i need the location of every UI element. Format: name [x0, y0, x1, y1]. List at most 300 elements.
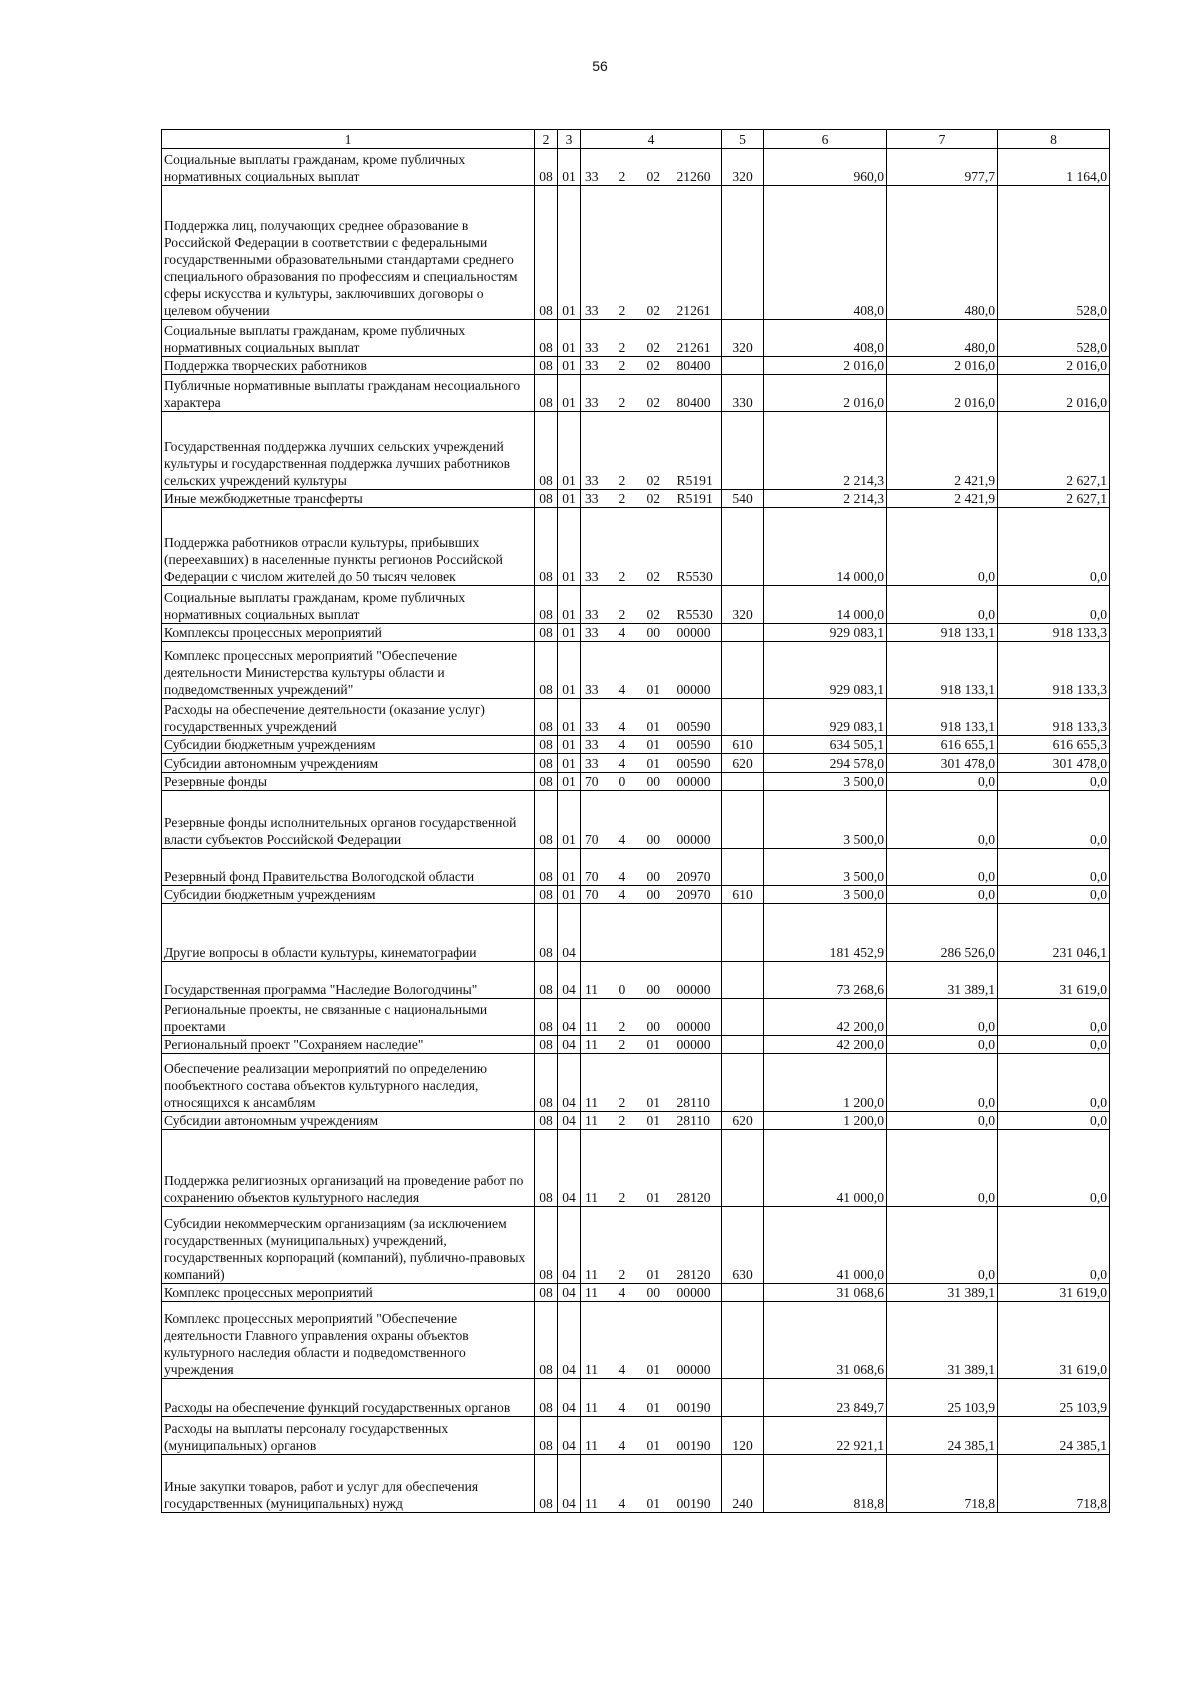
row-event-code: 00 — [643, 1284, 673, 1302]
row-name: Субсидии автономным учреждениям — [162, 754, 535, 773]
row-name: Резервные фонды исполнительных органов государственной власти субъектов Российской Федерации — [162, 791, 535, 849]
row-event-code: 01 — [643, 1207, 673, 1284]
row-chapter: 08 — [535, 736, 558, 754]
header-col-4: 4 — [581, 130, 722, 149]
row-amount-year-3: 0,0 — [998, 1130, 1110, 1207]
row-subprogram-code: 4 — [615, 754, 643, 773]
row-chapter: 08 — [535, 1302, 558, 1379]
row-chapter: 08 — [535, 357, 558, 375]
row-section: 04 — [558, 1379, 581, 1417]
row-expense-type: 620 — [722, 754, 764, 773]
row-name: Региональные проекты, не связанные с национальными проектами — [162, 999, 535, 1036]
row-section: 04 — [558, 1112, 581, 1130]
row-program-code: 33 — [581, 320, 615, 357]
row-amount-year-3: 0,0 — [998, 886, 1110, 904]
row-section: 01 — [558, 357, 581, 375]
row-amount-year-2: 616 655,1 — [887, 736, 998, 754]
row-name: Государственная поддержка лучших сельских учреждений культуры и государственная поддержка лучших работников сельских учреждений культуры — [162, 412, 535, 490]
row-amount-year-1: 2 016,0 — [764, 357, 887, 375]
row-name: Расходы на выплаты персоналу государственных (муниципальных) органов — [162, 1417, 535, 1455]
row-direction-code: 00000 — [673, 624, 722, 642]
row-direction-code: 00000 — [673, 1302, 722, 1379]
row-amount-year-2: 301 478,0 — [887, 754, 998, 773]
table-row — [162, 186, 1110, 320]
row-chapter: 08 — [535, 624, 558, 642]
row-chapter: 08 — [535, 754, 558, 773]
row-program-code: 33 — [581, 357, 615, 375]
row-section: 01 — [558, 375, 581, 412]
table-row — [162, 624, 1110, 642]
row-amount-year-2: 0,0 — [887, 1036, 998, 1054]
row-chapter: 08 — [535, 1112, 558, 1130]
row-subprogram-code: 2 — [615, 1036, 643, 1054]
row-expense-type — [722, 1054, 764, 1112]
row-name: Публичные нормативные выплаты гражданам несоциального характера — [162, 375, 535, 412]
row-event-code: 00 — [643, 999, 673, 1036]
row-event-code: 02 — [643, 149, 673, 186]
row-event-code: 00 — [643, 962, 673, 999]
row-program-code: 33 — [581, 754, 615, 773]
row-amount-year-3: 0,0 — [998, 999, 1110, 1036]
row-expense-type: 630 — [722, 1207, 764, 1284]
table-row — [162, 1284, 1110, 1302]
row-expense-type — [722, 642, 764, 699]
row-event-code: 02 — [643, 375, 673, 412]
row-section: 01 — [558, 699, 581, 736]
row-program-code: 11 — [581, 1207, 615, 1284]
table-row — [162, 1207, 1110, 1284]
row-section: 01 — [558, 773, 581, 791]
row-amount-year-2: 480,0 — [887, 186, 998, 320]
row-amount-year-1: 408,0 — [764, 320, 887, 357]
row-chapter: 08 — [535, 904, 558, 962]
row-direction-code: 20970 — [673, 886, 722, 904]
row-subprogram-code: 2 — [615, 490, 643, 508]
row-chapter: 08 — [535, 1207, 558, 1284]
row-name: Комплекс процессных мероприятий — [162, 1284, 535, 1302]
row-amount-year-3: 0,0 — [998, 1112, 1110, 1130]
row-event-code: 02 — [643, 508, 673, 586]
table-row — [162, 773, 1110, 791]
row-direction-code: 21261 — [673, 186, 722, 320]
row-expense-type: 620 — [722, 1112, 764, 1130]
row-amount-year-1: 2 016,0 — [764, 375, 887, 412]
row-section: 01 — [558, 149, 581, 186]
row-section: 04 — [558, 962, 581, 999]
row-amount-year-3: 2 016,0 — [998, 357, 1110, 375]
row-section: 04 — [558, 1417, 581, 1455]
row-section: 04 — [558, 1130, 581, 1207]
table-row — [162, 849, 1110, 886]
row-subprogram-code: 0 — [615, 773, 643, 791]
row-expense-type — [722, 186, 764, 320]
row-direction-code: 00590 — [673, 754, 722, 773]
row-chapter: 08 — [535, 642, 558, 699]
row-direction-code: 28120 — [673, 1130, 722, 1207]
header-col-8: 8 — [998, 130, 1110, 149]
row-subprogram-code: 4 — [615, 624, 643, 642]
table-row — [162, 754, 1110, 773]
row-section: 04 — [558, 1302, 581, 1379]
row-name: Поддержка религиозных организаций на проведение работ по сохранению объектов культурного наследия — [162, 1130, 535, 1207]
row-amount-year-1: 1 200,0 — [764, 1054, 887, 1112]
table-row — [162, 886, 1110, 904]
row-expense-type — [722, 849, 764, 886]
row-expense-type — [722, 624, 764, 642]
table-row — [162, 149, 1110, 186]
row-name: Поддержка работников отрасли культуры, прибывших (переехавших) в населенные пункты регионов Российской Федерации с числом жителей до 50 тысяч человек — [162, 508, 535, 586]
row-direction-code: 00000 — [673, 1284, 722, 1302]
row-amount-year-2: 0,0 — [887, 999, 998, 1036]
row-chapter: 08 — [535, 1036, 558, 1054]
row-expense-type — [722, 962, 764, 999]
row-name: Резервный фонд Правительства Вологодской области — [162, 849, 535, 886]
row-expense-type — [722, 1284, 764, 1302]
row-subprogram-code: 4 — [615, 886, 643, 904]
header-col-7: 7 — [887, 130, 998, 149]
row-program-code: 33 — [581, 490, 615, 508]
row-amount-year-3: 528,0 — [998, 186, 1110, 320]
row-subprogram-code: 4 — [615, 1284, 643, 1302]
row-amount-year-1: 3 500,0 — [764, 886, 887, 904]
row-section: 01 — [558, 754, 581, 773]
row-amount-year-3: 0,0 — [998, 849, 1110, 886]
row-expense-type — [722, 1130, 764, 1207]
row-section: 01 — [558, 586, 581, 624]
row-subprogram-code: 4 — [615, 699, 643, 736]
row-amount-year-1: 41 000,0 — [764, 1207, 887, 1284]
row-expense-type: 330 — [722, 375, 764, 412]
row-event-code: 02 — [643, 320, 673, 357]
row-section: 04 — [558, 1036, 581, 1054]
row-chapter: 08 — [535, 320, 558, 357]
row-program-code: 11 — [581, 1379, 615, 1417]
table-row — [162, 999, 1110, 1036]
row-chapter: 08 — [535, 149, 558, 186]
row-direction-code: 21261 — [673, 320, 722, 357]
row-chapter: 08 — [535, 699, 558, 736]
row-amount-year-3: 0,0 — [998, 773, 1110, 791]
row-subprogram-code: 4 — [615, 1455, 643, 1513]
row-event-code: 00 — [643, 773, 673, 791]
row-direction-code: 28110 — [673, 1054, 722, 1112]
row-section: 01 — [558, 642, 581, 699]
row-amount-year-1: 3 500,0 — [764, 849, 887, 886]
row-amount-year-2: 2 016,0 — [887, 357, 998, 375]
row-section: 04 — [558, 999, 581, 1036]
row-chapter: 08 — [535, 886, 558, 904]
row-section: 04 — [558, 1455, 581, 1513]
row-program-code: 33 — [581, 508, 615, 586]
row-subprogram-code: 0 — [615, 962, 643, 999]
row-chapter: 08 — [535, 849, 558, 886]
row-name: Субсидии автономным учреждениям — [162, 1112, 535, 1130]
table-row — [162, 490, 1110, 508]
header-col-1: 1 — [162, 130, 535, 149]
row-program-code: 70 — [581, 773, 615, 791]
row-name: Социальные выплаты гражданам, кроме публичных нормативных социальных выплат — [162, 320, 535, 357]
row-program-code: 33 — [581, 149, 615, 186]
page-number: 56 — [592, 58, 608, 74]
table-body — [162, 149, 1110, 1513]
row-amount-year-3: 231 046,1 — [998, 904, 1110, 962]
row-expense-type: 240 — [722, 1455, 764, 1513]
row-program-code: 33 — [581, 699, 615, 736]
table-row — [162, 412, 1110, 490]
row-section: 01 — [558, 886, 581, 904]
row-subprogram-code: 2 — [615, 375, 643, 412]
row-chapter: 08 — [535, 1379, 558, 1417]
row-amount-year-3: 0,0 — [998, 1036, 1110, 1054]
row-amount-year-1: 31 068,6 — [764, 1284, 887, 1302]
row-name: Комплекс процессных мероприятий "Обеспечение деятельности Министерства культуры области и подведомственных учреждений" — [162, 642, 535, 699]
row-expense-type — [722, 1379, 764, 1417]
row-expense-type — [722, 1302, 764, 1379]
row-name: Другие вопросы в области культуры, кинематографии — [162, 904, 535, 962]
row-amount-year-1: 22 921,1 — [764, 1417, 887, 1455]
row-name: Государственная программа "Наследие Вологодчины" — [162, 962, 535, 999]
row-event-code: 02 — [643, 490, 673, 508]
row-direction-code: 00190 — [673, 1417, 722, 1455]
row-amount-year-2: 2 421,9 — [887, 490, 998, 508]
row-amount-year-1: 1 200,0 — [764, 1112, 887, 1130]
header-col-2: 2 — [535, 130, 558, 149]
row-amount-year-1: 3 500,0 — [764, 791, 887, 849]
row-amount-year-3: 31 619,0 — [998, 962, 1110, 999]
row-name: Иные межбюджетные трансферты — [162, 490, 535, 508]
row-expense-type: 610 — [722, 886, 764, 904]
row-event-code: 01 — [643, 754, 673, 773]
row-amount-year-1: 31 068,6 — [764, 1302, 887, 1379]
row-expense-type — [722, 999, 764, 1036]
row-direction-code: 00000 — [673, 791, 722, 849]
row-expense-type — [722, 508, 764, 586]
row-amount-year-2: 2 016,0 — [887, 375, 998, 412]
row-amount-year-2: 31 389,1 — [887, 1284, 998, 1302]
row-amount-year-2: 24 385,1 — [887, 1417, 998, 1455]
row-program-code: 11 — [581, 1302, 615, 1379]
row-chapter: 08 — [535, 999, 558, 1036]
table-row — [162, 642, 1110, 699]
row-subprogram-code — [615, 904, 643, 962]
row-event-code: 01 — [643, 1054, 673, 1112]
row-amount-year-3: 301 478,0 — [998, 754, 1110, 773]
row-amount-year-1: 960,0 — [764, 149, 887, 186]
row-program-code: 33 — [581, 375, 615, 412]
row-program-code: 33 — [581, 186, 615, 320]
table-row — [162, 1130, 1110, 1207]
row-direction-code: 28120 — [673, 1207, 722, 1284]
header-col-3: 3 — [558, 130, 581, 149]
row-expense-type — [722, 1036, 764, 1054]
row-event-code: 02 — [643, 586, 673, 624]
row-event-code: 00 — [643, 849, 673, 886]
row-amount-year-1: 14 000,0 — [764, 586, 887, 624]
row-amount-year-2: 31 389,1 — [887, 1302, 998, 1379]
budget-table — [161, 129, 1110, 1513]
row-amount-year-1: 929 083,1 — [764, 699, 887, 736]
row-subprogram-code: 2 — [615, 1054, 643, 1112]
table-row — [162, 586, 1110, 624]
header-row — [162, 130, 1110, 149]
row-name: Иные закупки товаров, работ и услуг для обеспечения государственных (муниципальных) нужд — [162, 1455, 535, 1513]
row-amount-year-2: 0,0 — [887, 849, 998, 886]
row-amount-year-1: 2 214,3 — [764, 412, 887, 490]
row-amount-year-2: 918 133,1 — [887, 699, 998, 736]
row-program-code: 11 — [581, 1054, 615, 1112]
row-amount-year-1: 73 268,6 — [764, 962, 887, 999]
row-section: 04 — [558, 1284, 581, 1302]
row-subprogram-code: 4 — [615, 849, 643, 886]
row-direction-code: 00000 — [673, 962, 722, 999]
row-subprogram-code: 2 — [615, 186, 643, 320]
row-amount-year-3: 24 385,1 — [998, 1417, 1110, 1455]
table-row — [162, 962, 1110, 999]
table-row — [162, 904, 1110, 962]
row-amount-year-3: 2 627,1 — [998, 412, 1110, 490]
row-subprogram-code: 2 — [615, 1207, 643, 1284]
table-row — [162, 736, 1110, 754]
row-section: 01 — [558, 736, 581, 754]
row-chapter: 08 — [535, 1417, 558, 1455]
row-amount-year-1: 23 849,7 — [764, 1379, 887, 1417]
row-event-code: 00 — [643, 886, 673, 904]
row-direction-code: 00000 — [673, 1036, 722, 1054]
row-amount-year-3: 918 133,3 — [998, 642, 1110, 699]
row-direction-code: 00000 — [673, 999, 722, 1036]
row-amount-year-2: 31 389,1 — [887, 962, 998, 999]
row-program-code: 11 — [581, 1284, 615, 1302]
row-program-code: 70 — [581, 849, 615, 886]
row-subprogram-code: 2 — [615, 586, 643, 624]
header-col-5: 5 — [722, 130, 764, 149]
row-event-code: 01 — [643, 736, 673, 754]
row-name: Обеспечение реализации мероприятий по определению пообъектного состава объектов культурного наследия, относящихся к ансамблям — [162, 1054, 535, 1112]
row-event-code: 00 — [643, 624, 673, 642]
row-amount-year-1: 408,0 — [764, 186, 887, 320]
table-row — [162, 1417, 1110, 1455]
header-col-6: 6 — [764, 130, 887, 149]
row-amount-year-2: 0,0 — [887, 773, 998, 791]
row-chapter: 08 — [535, 586, 558, 624]
row-section: 04 — [558, 1207, 581, 1284]
row-name: Поддержка творческих работников — [162, 357, 535, 375]
table-row — [162, 1379, 1110, 1417]
row-direction-code: 00590 — [673, 699, 722, 736]
row-subprogram-code: 2 — [615, 508, 643, 586]
row-expense-type: 120 — [722, 1417, 764, 1455]
row-amount-year-1: 929 083,1 — [764, 642, 887, 699]
row-amount-year-3: 0,0 — [998, 586, 1110, 624]
row-amount-year-1: 818,8 — [764, 1455, 887, 1513]
row-section: 01 — [558, 508, 581, 586]
row-program-code: 11 — [581, 999, 615, 1036]
row-section: 01 — [558, 320, 581, 357]
row-amount-year-2: 718,8 — [887, 1455, 998, 1513]
row-direction-code: R5530 — [673, 586, 722, 624]
row-direction-code: 00590 — [673, 736, 722, 754]
row-amount-year-1: 41 000,0 — [764, 1130, 887, 1207]
row-direction-code: 00190 — [673, 1379, 722, 1417]
table-row — [162, 791, 1110, 849]
row-program-code: 11 — [581, 1112, 615, 1130]
row-amount-year-3: 2 016,0 — [998, 375, 1110, 412]
row-direction-code: 80400 — [673, 375, 722, 412]
row-subprogram-code: 4 — [615, 791, 643, 849]
row-direction-code: R5191 — [673, 490, 722, 508]
row-amount-year-3: 31 619,0 — [998, 1302, 1110, 1379]
row-amount-year-3: 718,8 — [998, 1455, 1110, 1513]
row-section: 01 — [558, 412, 581, 490]
row-expense-type: 320 — [722, 320, 764, 357]
row-event-code: 02 — [643, 186, 673, 320]
row-program-code: 11 — [581, 1417, 615, 1455]
row-amount-year-2: 0,0 — [887, 586, 998, 624]
row-name: Расходы на обеспечение деятельности (оказание услуг) государственных учреждений — [162, 699, 535, 736]
row-chapter: 08 — [535, 508, 558, 586]
table-row — [162, 375, 1110, 412]
row-direction-code: 80400 — [673, 357, 722, 375]
row-amount-year-2: 2 421,9 — [887, 412, 998, 490]
row-amount-year-1: 181 452,9 — [764, 904, 887, 962]
row-expense-type: 540 — [722, 490, 764, 508]
table-row — [162, 508, 1110, 586]
row-amount-year-2: 0,0 — [887, 1054, 998, 1112]
row-program-code: 11 — [581, 1455, 615, 1513]
row-amount-year-1: 42 200,0 — [764, 999, 887, 1036]
row-amount-year-1: 294 578,0 — [764, 754, 887, 773]
row-amount-year-1: 929 083,1 — [764, 624, 887, 642]
row-amount-year-1: 14 000,0 — [764, 508, 887, 586]
table-row — [162, 1455, 1110, 1513]
table-row — [162, 1302, 1110, 1379]
row-chapter: 08 — [535, 1130, 558, 1207]
row-event-code: 01 — [643, 1302, 673, 1379]
row-expense-type — [722, 699, 764, 736]
row-expense-type — [722, 773, 764, 791]
row-expense-type: 610 — [722, 736, 764, 754]
row-name: Поддержка лиц, получающих среднее образование в Российской Федерации в соответствии с федеральными государственными образовательными стандартами среднего специального образования по профессиям и специальностям сферы искусства и культуры, заключивших договоры о целевом обучении — [162, 186, 535, 320]
row-direction-code: 28110 — [673, 1112, 722, 1130]
row-amount-year-2: 918 133,1 — [887, 624, 998, 642]
row-chapter: 08 — [535, 186, 558, 320]
row-event-code: 01 — [643, 1112, 673, 1130]
row-amount-year-2: 0,0 — [887, 1130, 998, 1207]
row-subprogram-code: 2 — [615, 149, 643, 186]
table-row — [162, 357, 1110, 375]
row-chapter: 08 — [535, 1284, 558, 1302]
row-section: 01 — [558, 490, 581, 508]
row-program-code: 11 — [581, 962, 615, 999]
row-subprogram-code: 2 — [615, 412, 643, 490]
table-row — [162, 1036, 1110, 1054]
row-amount-year-2: 0,0 — [887, 1112, 998, 1130]
row-subprogram-code: 2 — [615, 999, 643, 1036]
row-chapter: 08 — [535, 1455, 558, 1513]
row-expense-type — [722, 357, 764, 375]
row-event-code: 01 — [643, 1036, 673, 1054]
row-event-code: 00 — [643, 791, 673, 849]
row-amount-year-2: 25 103,9 — [887, 1379, 998, 1417]
row-amount-year-1: 634 505,1 — [764, 736, 887, 754]
row-expense-type — [722, 904, 764, 962]
row-chapter: 08 — [535, 490, 558, 508]
row-amount-year-2: 286 526,0 — [887, 904, 998, 962]
row-name: Социальные выплаты гражданам, кроме публичных нормативных социальных выплат — [162, 586, 535, 624]
row-section: 01 — [558, 624, 581, 642]
row-event-code: 02 — [643, 357, 673, 375]
row-amount-year-1: 42 200,0 — [764, 1036, 887, 1054]
